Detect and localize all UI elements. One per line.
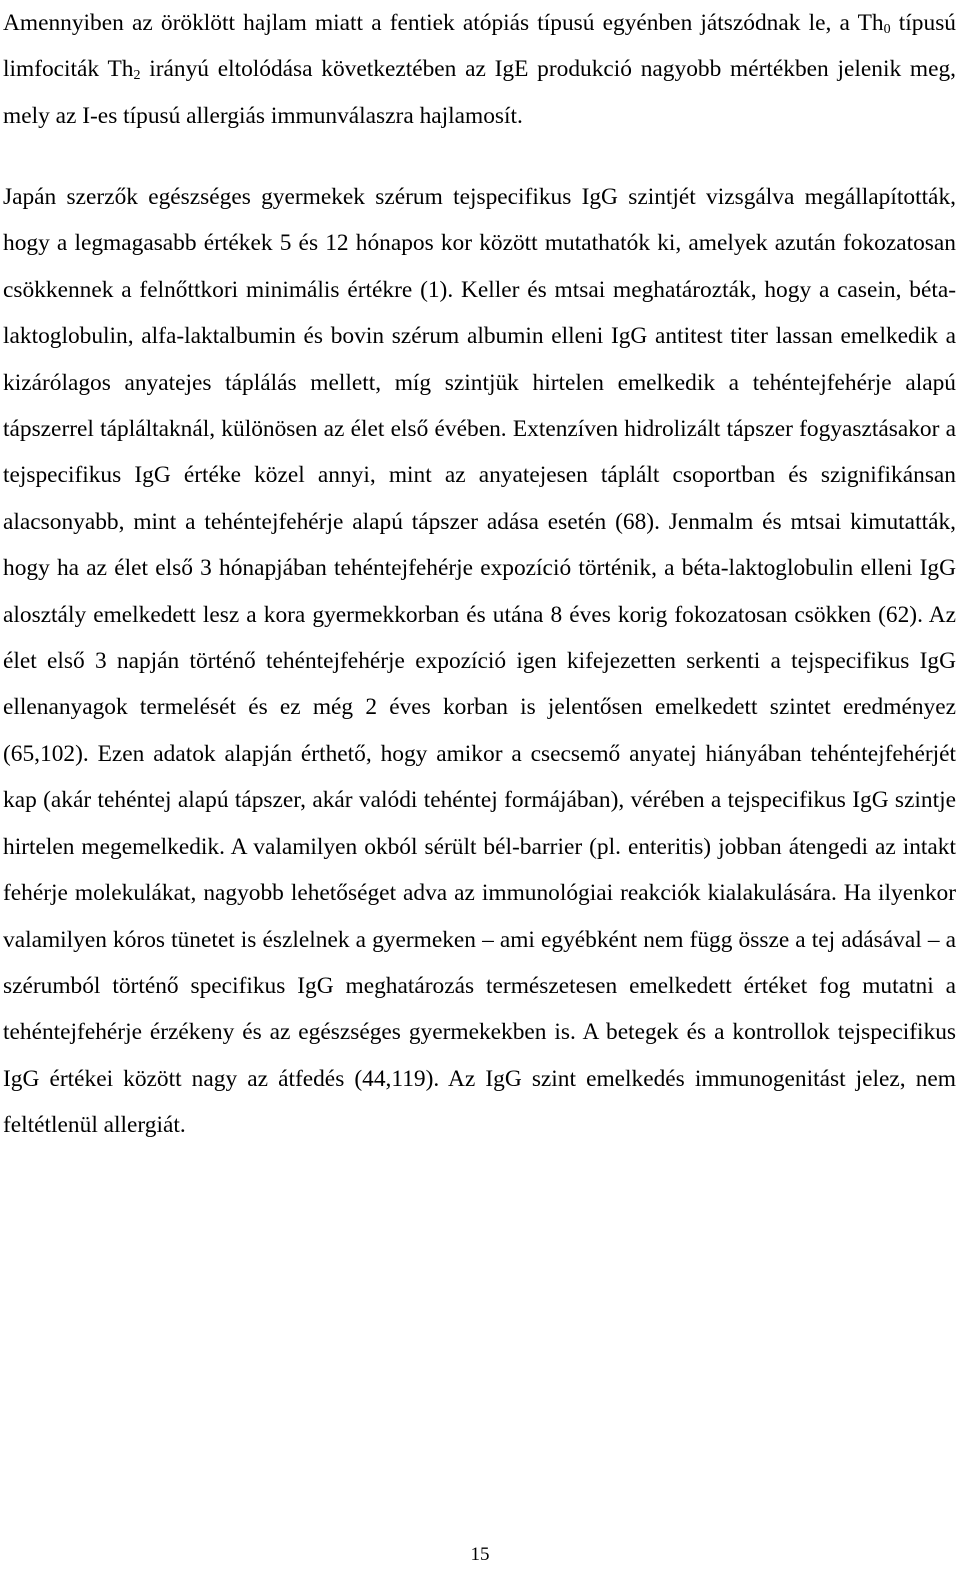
- th0-subscript: 0: [883, 22, 891, 37]
- page-number: 15: [470, 1544, 490, 1565]
- paragraph-1-part-1: Amennyiben az öröklött hajlam miatt a fentiek atópiás típusú egyénben játszódnak le, a Th: [3, 10, 884, 36]
- paragraph-1-part-3: irányú eltolódása következtében az IgE produkció nagyobb mértékben jelenik meg, mely az I-es típusú allergiás immunválaszra hajlamosít.: [3, 56, 957, 129]
- paragraph-atopic-shift: [3, 0, 956, 139]
- paragraph-1-part-2: típusú limfociták Th: [3, 10, 956, 83]
- paragraph-igg-studies: Japán szerzők egészséges gyermekek szérum tejspecifikus IgG szintjét vizsgálva megállapították, hogy a legmagasabb értékek 5 és 12 hónapos kor között mutathatók ki, amelyek azután fokozatosan csökkennek a felnőttkori minimális értékre (1). Keller és mtsai meghatározták, hogy a casein, béta-laktoglobulin, alfa-laktalbumin és bovin szérum albumin elleni IgG antitest titer lassan emelkedik a kizárólagos anyatejes táplálás mellett, míg szintjük hirtelen emelkedik a tehéntejfehérje alapú tápszerrel tápláltaknál, különösen az élet első évében. Extenzíven hidrolizált tápszer fogyasztásakor a tejspecifikus IgG értéke közel annyi, mint az anyatejesen táplált csoportban és szignifikánsan alacsonyabb, mint a tehéntejfehérje alapú tápszer adása esetén (68). Jenmalm és mtsai kimutatták, hogy ha az élet első 3 hónapjában tehéntejfehérje expozíció történik, a béta-laktoglobulin elleni IgG alosztály emelkedett lesz a kora gyermekkorban és utána 8 éves korig fokozatosan csökken (62). Az élet első 3 napján történő tehéntejfehérje expozíció igen kifejezetten serkenti a tejspecifikus IgG ellenanyagok termelését és ez még 2 éves korban is jelentősen emelkedett szintet eredményez (65,102). Ezen adatok alapján érthető, hogy amikor a csecsemő anyatej hiányában tehéntejfehérjét kap (akár tehéntej alapú tápszer, akár valódi tehéntej formájában), vérében a tejspecifikus IgG szintje hirtelen megemelkedik. A valamilyen okból sérült bél-barrier (pl. enteritis) jobban átengedi az intakt fehérje molekulákat, nagyobb lehetőséget adva az immunológiai reakciók kialakulására. Ha ilyenkor valamilyen kóros tünetet is észlelnek a gyermeken – ami egyébként nem függ össze a tej adásával – a szérumból történő specifikus IgG meghatározás természetesen emelkedett értéket fog mutatni a tehéntejfehérje érzékeny és az egészséges gyermekekben is. A betegek és a kontrollok tejspecifikus IgG értékei között nagy az átfedés (44,119). Az IgG szint emelkedés immunogenitást jelez, nem feltétlenül allergiát.: [3, 184, 956, 1139]
- th2-subscript: 2: [133, 68, 141, 84]
